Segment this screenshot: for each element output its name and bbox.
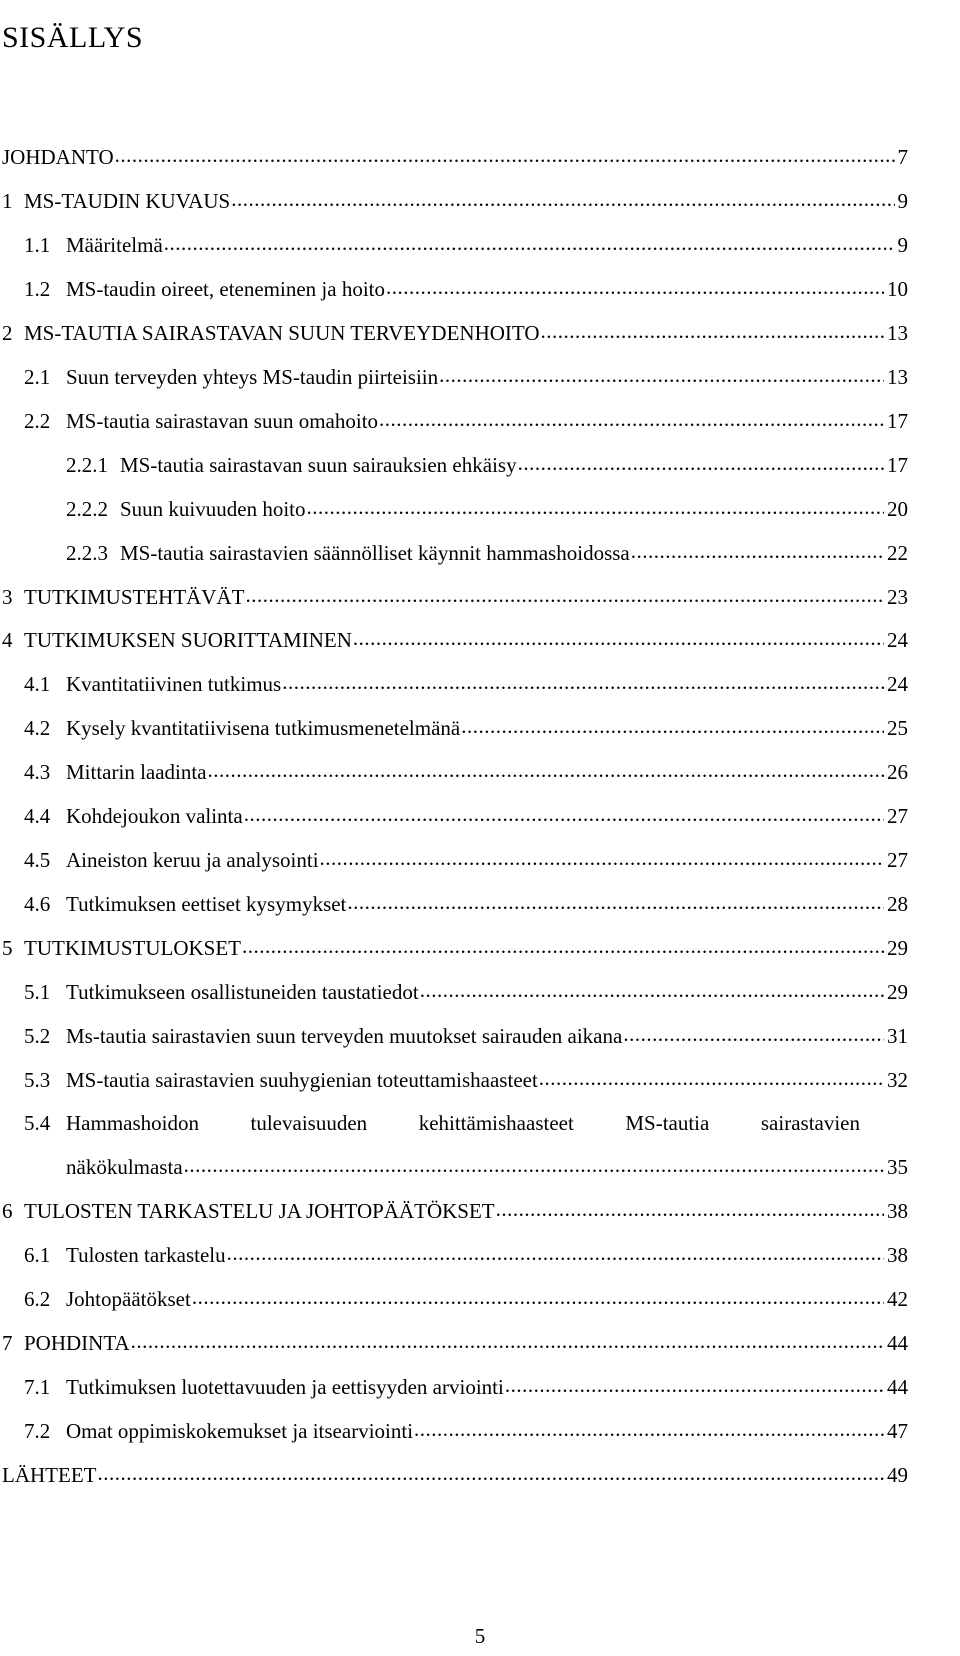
toc-entry-number: 6.2: [24, 1287, 51, 1311]
toc-entry-label: Aineiston keruu ja analysointi: [66, 848, 319, 872]
toc-entry-page: 38: [887, 1243, 908, 1267]
toc-entry-label: MS-tautia sairastavan suun sairauksien ehkäisy: [120, 453, 517, 477]
toc-entry: [2, 320, 908, 345]
toc-entry: [24, 408, 908, 433]
toc-entry-label-word: tulevaisuuden: [250, 1111, 368, 1135]
toc-entry-page: 28: [887, 892, 908, 916]
toc-entry-label: [58, 1111, 908, 1135]
toc-entry-page: 44: [887, 1375, 908, 1399]
toc-entry-label: TUTKIMUSTULOKSET: [24, 936, 241, 960]
dot-leader: [496, 1198, 884, 1218]
dot-leader: [518, 452, 884, 472]
dot-leader: [439, 364, 884, 384]
toc-entry-page: 17: [887, 453, 908, 477]
toc-entry-page: 22: [887, 541, 908, 565]
toc-entry: [66, 540, 908, 565]
dot-leader: [164, 232, 895, 252]
toc-entry-page: 47: [887, 1419, 908, 1443]
dot-leader: [208, 759, 884, 779]
toc-entry-page: 27: [887, 804, 908, 828]
toc-entry-page: 13: [887, 321, 908, 345]
toc-entry-page: 35: [887, 1155, 908, 1179]
toc-entry-label: TULOSTEN TARKASTELU JA JOHTOPÄÄTÖKSET: [24, 1199, 495, 1223]
toc-entry-page: 20: [887, 497, 908, 521]
toc-entry: [24, 232, 908, 257]
toc-entry-page: 7: [897, 145, 908, 169]
toc-entry-label-word: sairastavien: [760, 1111, 860, 1135]
dot-leader: [386, 276, 884, 296]
toc-entry: [24, 979, 908, 1004]
toc-entry-label-continuation: näkökulmasta: [66, 1155, 183, 1179]
toc-entry-page: 9: [897, 189, 908, 213]
toc-entry-page: 13: [887, 365, 908, 389]
toc-entry-number: 2.2: [24, 409, 51, 433]
dot-leader: [623, 1023, 884, 1043]
toc-entry-number: 2.2.2: [66, 497, 108, 521]
toc-entry-page: 49: [887, 1463, 908, 1487]
toc-entry-label: MS-tautia sairastavien säännölliset käynnit hammashoidossa: [120, 541, 630, 565]
toc-entry-page: 10: [887, 277, 908, 301]
toc-entry-page: 9: [897, 233, 908, 257]
toc-entry: [24, 1111, 908, 1179]
toc-entry-number: 4.6: [24, 892, 51, 916]
toc-entry-label: MS-taudin oireet, eteneminen ja hoito: [66, 277, 385, 301]
dot-leader: [227, 1242, 884, 1262]
dot-leader: [307, 496, 884, 516]
toc-entry-label: Ms-tautia sairastavien suun terveyden muutokset sairauden aikana: [66, 1024, 623, 1048]
toc-entry: [66, 496, 908, 521]
dot-leader: [541, 320, 884, 340]
dot-leader: [131, 1330, 884, 1350]
toc-entry-label: TUTKIMUKSEN SUORITTAMINEN: [24, 628, 352, 652]
dot-leader: [242, 935, 884, 955]
toc-entry-label: MS-TAUDIN KUVAUS: [24, 189, 231, 213]
toc-entry: [24, 1374, 908, 1399]
toc-entry-label: POHDINTA: [24, 1331, 130, 1355]
toc-entry-number: 7: [2, 1331, 13, 1355]
toc-entry-label: Omat oppimiskokemukset ja itsearviointi: [66, 1419, 414, 1443]
toc-entry-page: 32: [887, 1068, 908, 1092]
toc-entry-label: Kohdejoukon valinta: [66, 804, 243, 828]
toc-entry: [24, 1023, 908, 1048]
dot-leader: [184, 1154, 884, 1174]
toc-entry-page: 42: [887, 1287, 908, 1311]
dot-leader: [231, 188, 894, 208]
toc-entry-page: 31: [887, 1024, 908, 1048]
toc-entry-number: 3: [2, 585, 13, 609]
toc-entry: [24, 1067, 908, 1092]
toc-entry-number: 2.1: [24, 365, 51, 389]
toc-entry-label: MS-tautia sairastavien suuhygienian toteuttamishaasteet: [66, 1068, 538, 1092]
toc-entry-number: 4.3: [24, 760, 51, 784]
dot-leader: [282, 671, 884, 691]
dot-leader: [244, 803, 884, 823]
dot-leader: [379, 408, 884, 428]
page-number: 5: [474, 1624, 486, 1648]
toc-entry-number: 5.4: [24, 1111, 51, 1135]
toc-entry: [2, 188, 908, 213]
toc-entry-number: 5: [2, 936, 13, 960]
dot-leader: [461, 715, 884, 735]
toc-entry: [2, 1462, 908, 1487]
toc-entry-label: Määritelmä: [66, 233, 163, 257]
toc-entry-page: 25: [887, 716, 908, 740]
toc-entry: [24, 1418, 908, 1443]
toc-entry-label: JOHDANTO: [2, 145, 114, 169]
toc-entry-label-word: Hammashoidon: [66, 1111, 199, 1135]
toc-entry-number: 4: [2, 628, 13, 652]
toc-entry-label: Johtopäätökset: [66, 1287, 191, 1311]
dot-leader: [505, 1374, 884, 1394]
toc-entry-label-word: MS-tautia: [625, 1111, 710, 1135]
toc-entry-page: 17: [887, 409, 908, 433]
toc-entry: [24, 276, 908, 301]
dot-leader: [115, 144, 895, 164]
dot-leader: [97, 1462, 884, 1482]
toc-entry-label: Tulosten tarkastelu: [66, 1243, 226, 1267]
toc-entry: [24, 364, 908, 389]
toc-entry-number: 6: [2, 1199, 13, 1223]
toc-entry-number: 5.1: [24, 980, 51, 1004]
toc-entry-label: LÄHTEET: [2, 1463, 97, 1487]
toc-entry-label: MS-TAUTIA SAIRASTAVAN SUUN TERVEYDENHOITO: [24, 321, 540, 345]
toc-entry-number: 2.2.1: [66, 453, 108, 477]
toc-entry-label-word: kehittämishaasteet: [418, 1111, 574, 1135]
dot-leader: [631, 540, 884, 560]
toc-entry: [24, 759, 908, 784]
dot-leader: [320, 847, 884, 867]
toc-entry: [2, 1330, 908, 1355]
toc-entry: [2, 935, 908, 960]
toc-entry-number: 2.2.3: [66, 541, 108, 565]
toc-entry-label: Mittarin laadinta: [66, 760, 207, 784]
toc-entry: [24, 1286, 908, 1311]
toc-entry-number: 5.2: [24, 1024, 51, 1048]
page-title: SISÄLLYS: [2, 21, 144, 55]
toc-entry-label: Tutkimuksen eettiset kysymykset: [66, 892, 347, 916]
toc-entry-number: 7.2: [24, 1419, 51, 1443]
toc-entry-page: 38: [887, 1199, 908, 1223]
toc-entry-number: 4.4: [24, 804, 51, 828]
dot-leader: [192, 1286, 884, 1306]
toc-entry-number: 2: [2, 321, 13, 345]
toc-entry-page: 24: [887, 672, 908, 696]
toc-entry: [2, 1198, 908, 1223]
toc-entry-page: 44: [887, 1331, 908, 1355]
toc-entry-number: 4.2: [24, 716, 51, 740]
toc-entry-label: Suun kuivuuden hoito: [120, 497, 306, 521]
toc-entry-number: 4.1: [24, 672, 51, 696]
toc-entry: [24, 891, 908, 916]
toc-entry: [2, 584, 908, 609]
toc-entry: [24, 803, 908, 828]
toc-entry: [24, 847, 908, 872]
toc-entry: [2, 627, 908, 652]
dot-leader: [353, 627, 884, 647]
toc-entry-page: 26: [887, 760, 908, 784]
toc-entry-label: Tutkimukseen osallistuneiden taustatiedot: [66, 980, 419, 1004]
toc-entry-label: MS-tautia sairastavan suun omahoito: [66, 409, 379, 433]
toc-entry-number: 6.1: [24, 1243, 51, 1267]
toc-entry-label: TUTKIMUSTEHTÄVÄT: [24, 585, 245, 609]
toc-entry-page: 29: [887, 980, 908, 1004]
toc-entry-number: 1: [2, 189, 13, 213]
dot-leader: [539, 1067, 884, 1087]
toc-entry-label: Kvantitatiivinen tutkimus: [66, 672, 282, 696]
toc-entry-label: Kysely kvantitatiivisena tutkimusmenetelmänä: [66, 716, 461, 740]
toc-entry-label: Suun terveyden yhteys MS-taudin piirteisiin: [66, 365, 439, 389]
toc-entry-number: 1.1: [24, 233, 51, 257]
toc-entry-page: 23: [887, 585, 908, 609]
toc-entry: [24, 715, 908, 740]
dot-leader: [420, 979, 884, 999]
toc-entry-page: 29: [887, 936, 908, 960]
dot-leader: [347, 891, 884, 911]
toc-entry-page: 24: [887, 628, 908, 652]
toc-entry: [66, 452, 908, 477]
toc-entry: [24, 671, 908, 696]
toc-entry: [24, 1242, 908, 1267]
dot-leader: [414, 1418, 884, 1438]
toc-entry: [2, 144, 908, 169]
toc-entry-number: 1.2: [24, 277, 51, 301]
toc-entry-number: 4.5: [24, 848, 51, 872]
dot-leader: [245, 584, 884, 604]
toc-entry-label: Tutkimuksen luotettavuuden ja eettisyyden arviointi: [66, 1375, 504, 1399]
toc-entry-number: 5.3: [24, 1068, 51, 1092]
toc-entry-number: 7.1: [24, 1375, 51, 1399]
toc-entry-page: 27: [887, 848, 908, 872]
